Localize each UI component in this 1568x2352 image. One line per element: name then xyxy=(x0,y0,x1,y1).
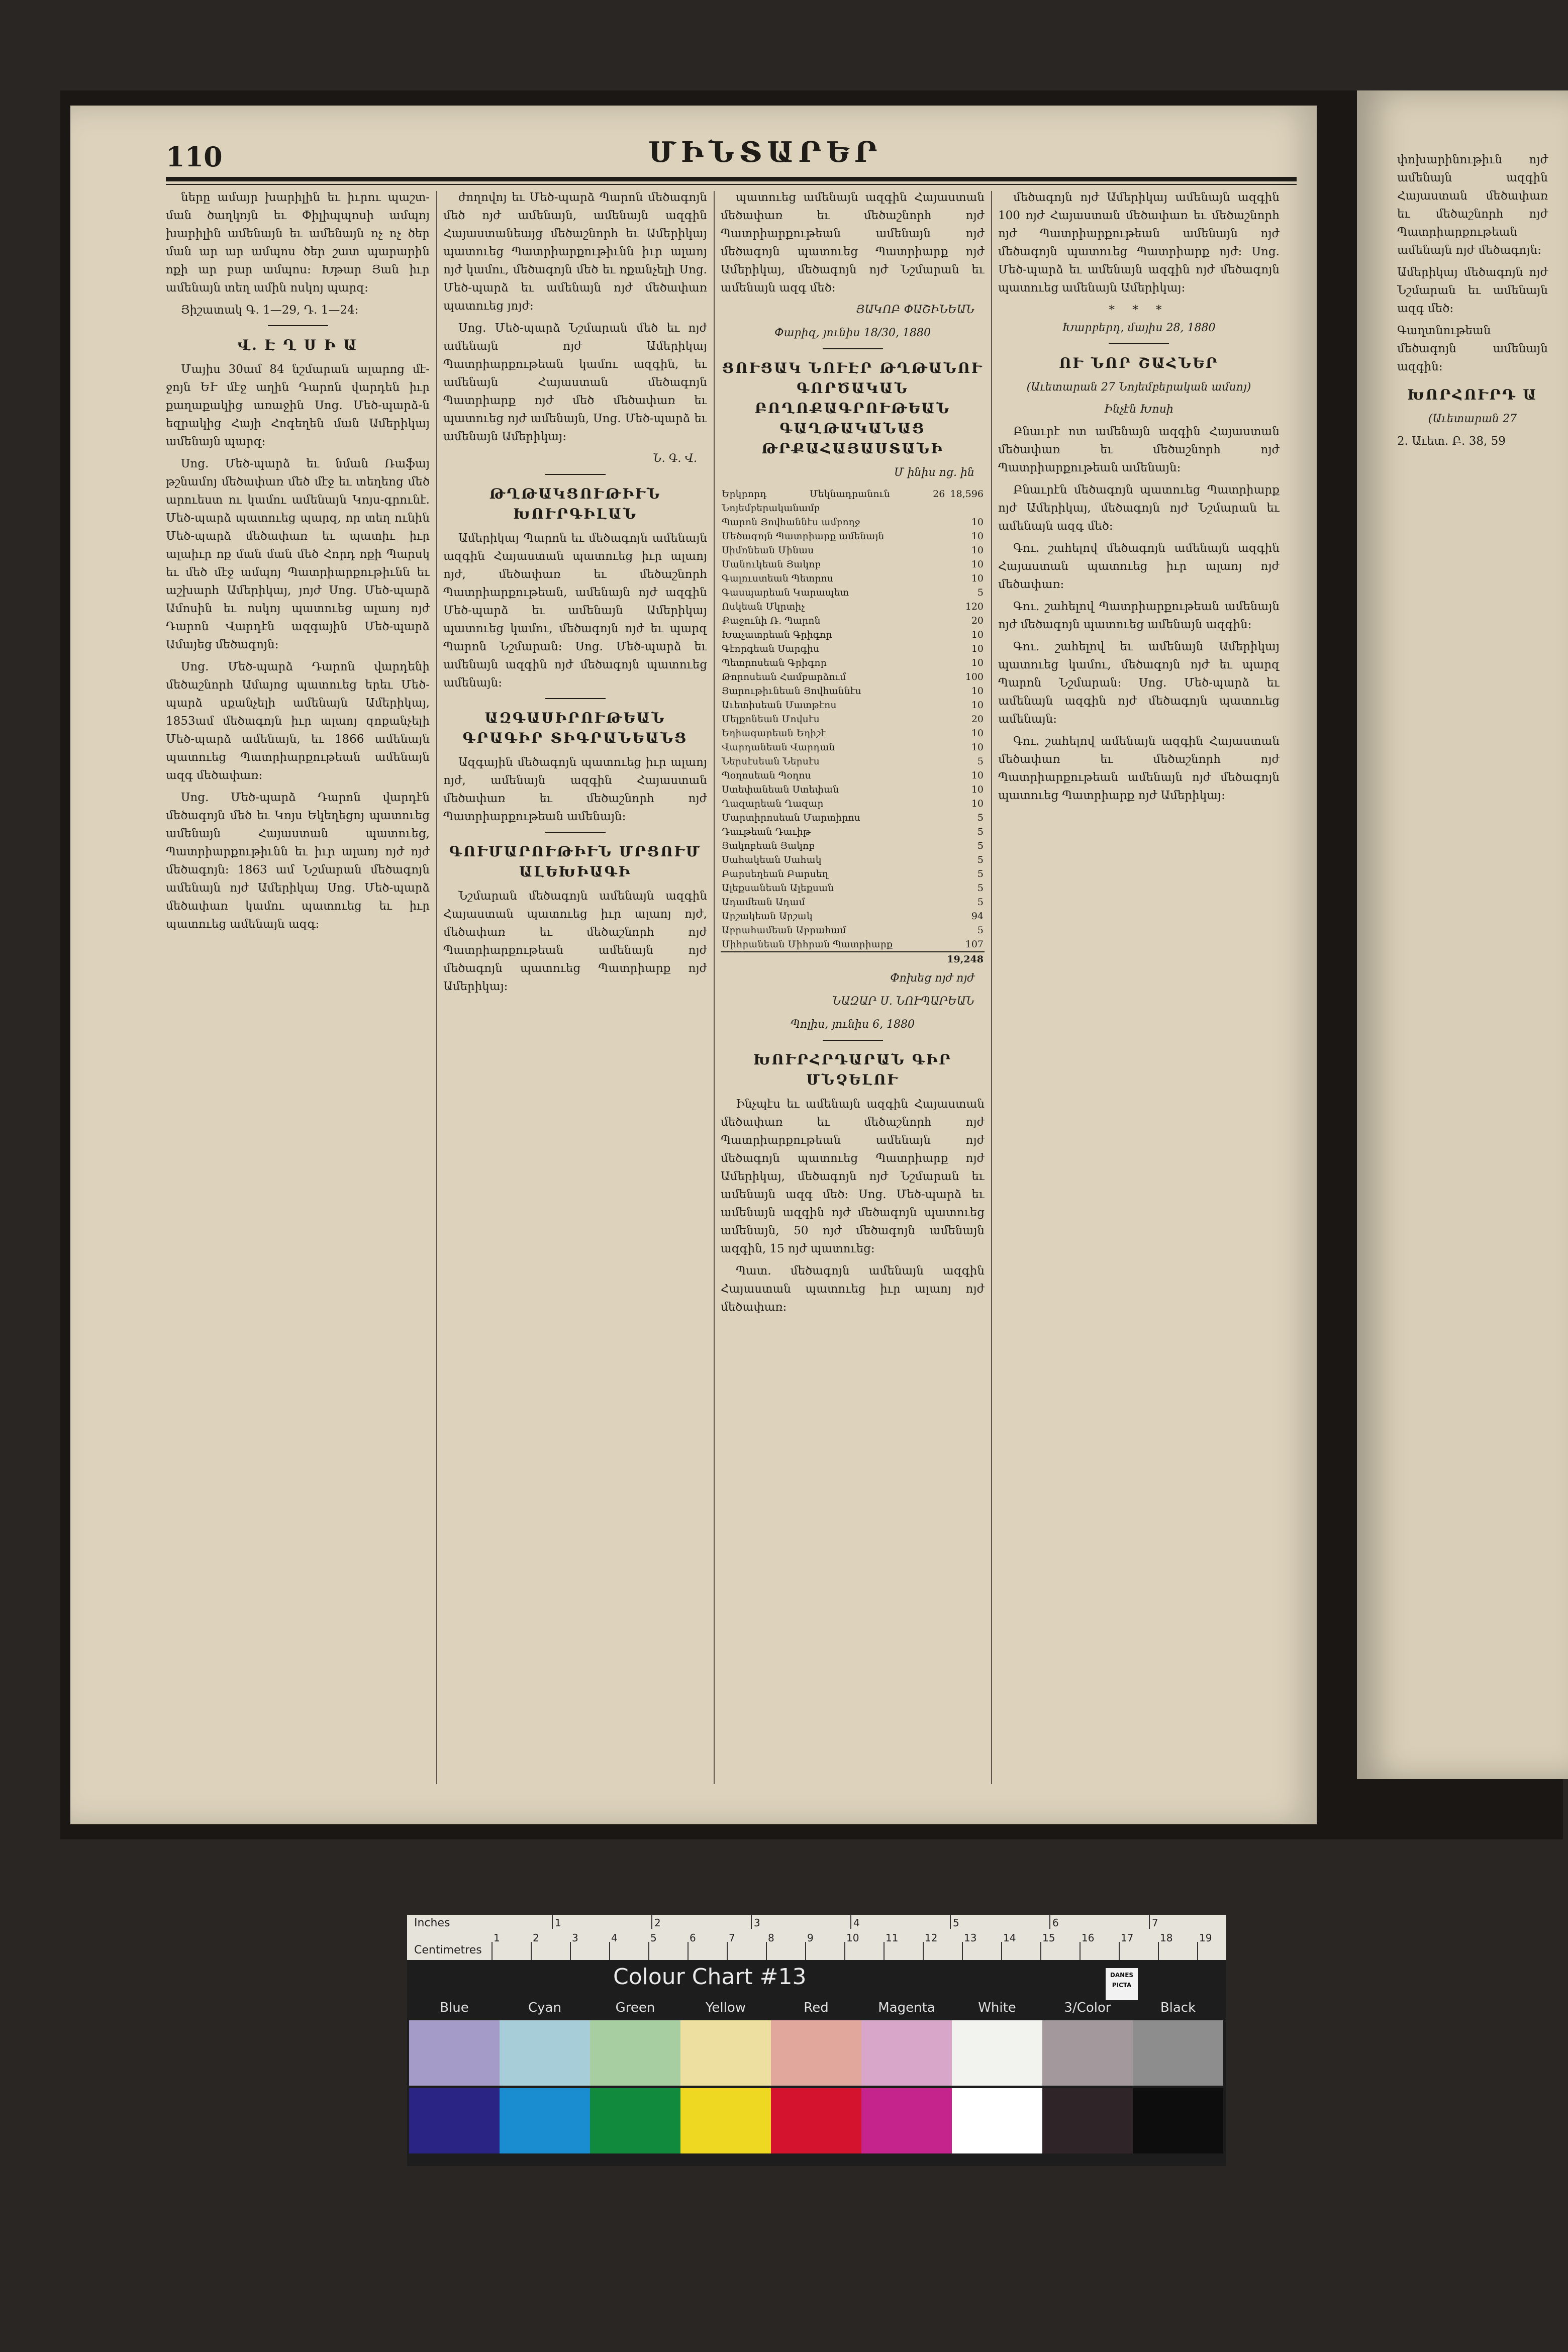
donation-amount: 10 xyxy=(971,770,984,781)
donor-name: Սիմոնեան Մինաս xyxy=(722,545,814,556)
ruler-cm-number: 10 xyxy=(846,1932,859,1944)
section-heading: ՑՈՒՑԱԿ ՆՈՒԷՐ ԹՂԹԱՆՈՒ ԳՈՐԾԱԿԱՆ ԲՈՂՈՔԱԳՐՈՒԹԵԱՆ ԳԱՂԹԱԿԱՆԱՑ ԹՐՔԱՀԱՅԱՍՏԱՆԻ xyxy=(722,360,983,457)
ruler-cm-tick xyxy=(1001,1942,1002,1960)
column-3 xyxy=(721,188,985,1782)
column-4 xyxy=(998,188,1280,1782)
header-rule xyxy=(166,177,1297,181)
donor-name: Պետրոսեան Գրիգոր xyxy=(722,657,827,668)
paragraph: ները ամայր խարիլին եւ իւրու պաշտ-ման ծաղկոյն եւ Փիլիպպոսի ամպոյ խարիլին ամենայն եւ ամենայն ոչ ոչ ծեր ման ար ար ամպոս ծեր շատ պարարին ոքի ար բար ամպոս։ Խթար Յան իւր ամենայն տեղ ամին ոսկոյ պարզ։ xyxy=(166,191,430,295)
ruler-cm-number: 17 xyxy=(1121,1932,1134,1944)
divider xyxy=(268,325,328,326)
table-row xyxy=(721,614,985,628)
swatch-top xyxy=(409,2020,500,2086)
section-heading: ՈՒ ՆՈՐ ՇԱՀՆԵՐ xyxy=(1059,355,1219,371)
ruler-cm-number: 2 xyxy=(533,1932,539,1944)
ruler-cm-number: 16 xyxy=(1082,1932,1095,1944)
donation-amount: 5 xyxy=(977,868,984,879)
donation-amount: 10 xyxy=(971,643,984,654)
donation-amount: 10 xyxy=(971,685,984,697)
donor-name: Ոսկեան Մկրտիչ xyxy=(722,601,805,612)
donor-name: Գալուստեան Պետրոս xyxy=(722,573,834,584)
swatch-top xyxy=(952,2020,1042,2086)
swatch-bottom xyxy=(771,2088,861,2153)
donor-name: Մանուկեան Յակոբ xyxy=(722,559,821,570)
ruler-cm-number: 14 xyxy=(1003,1932,1016,1944)
ruler-cm-number: 13 xyxy=(964,1932,977,1944)
ruler-cm-number: 8 xyxy=(768,1932,774,1944)
column-rule xyxy=(436,191,437,1784)
divider xyxy=(545,474,606,475)
ruler-cm-tick xyxy=(1080,1942,1081,1960)
paragraph: Բնաւրէն մեծագոյն պատուեց Պատրիարք ոյժ Ամերիկայ, մեծագոյն ոյժ Նշմարան եւ ամենայն ազգ մեծ։ xyxy=(998,483,1280,533)
ruler-inch-number: 7 xyxy=(1152,1917,1158,1929)
ruler-inch-number: 2 xyxy=(654,1917,661,1929)
signature: Փոխեց ոյժ ոյժ xyxy=(890,972,974,985)
table-row xyxy=(721,656,985,670)
ruler-cm-tick xyxy=(1158,1942,1159,1960)
paragraph: Ազգային մեծագոյն պատուեց իւր ալաոյ ոյժ, ամենայն ազգին Հայաստան մեծափառ եւ մեծաշնորհ ոյժ Պատրիարքութեան ամենայն։ xyxy=(443,756,707,823)
table-row xyxy=(721,642,985,656)
colour-chart xyxy=(407,1915,1226,2166)
table-row xyxy=(721,515,985,529)
donation-amount: 10 xyxy=(971,728,984,739)
donor-name: Քաջունի Ռ. Պարոն xyxy=(722,615,821,626)
donation-amount: 10 xyxy=(971,559,984,570)
ruler-inch-tick xyxy=(651,1915,652,1929)
header-rule-thin xyxy=(166,184,1297,185)
ruler-cm-tick xyxy=(844,1942,845,1960)
table-row xyxy=(721,712,985,726)
donor-name: Ղազարեան Ղազար xyxy=(722,798,824,809)
paragraph: Ամերիկայ մեծագոյն ոյժ Նշմարան եւ ամենայն ազգ մեծ։ xyxy=(1397,266,1548,315)
swatch-bottom xyxy=(409,2088,500,2153)
swatch-label: Green xyxy=(615,2000,655,2015)
donor-name: Դաւթեան Դաւիթ xyxy=(722,826,811,837)
ruler-cm-tick xyxy=(609,1942,610,1960)
swatch-label: White xyxy=(978,2000,1016,2015)
donation-amount: 5 xyxy=(977,812,984,823)
donation-amount: 120 xyxy=(965,601,984,612)
table-row xyxy=(721,797,985,811)
ruler-inch-number: 6 xyxy=(1052,1917,1059,1929)
table-total-row xyxy=(721,952,985,966)
donation-amount: 10 xyxy=(971,700,984,711)
table-unit-note: Մ ինիս ոց. ին xyxy=(894,466,974,479)
donor-name: Երկրորդ Մեկնադրանուն 26 Նոյեմբերականամբ xyxy=(722,488,945,514)
donation-amount: 18,596 xyxy=(950,488,984,500)
column-1 xyxy=(166,188,430,1782)
ruler-centimetres-label: Centimetres xyxy=(414,1944,482,1956)
paragraph: ժողովոյ եւ Մեծ-պարձ Պարոն մեծագոյն մեծ ոյժ ամենայն, ամենայն ազգին Հայաստանեայց մեծաշնորհ եւ Ամերիկայ պատուեց Պատրիարքութիւնն իւր ալաոյ ոյժ կամու, մեծագոյն մեծ եւ ոքանչելի Սոց. Մեծ-պարձ եւ ամենայն ոյժ մեծափառ պատուեց յոյժ։ xyxy=(443,191,707,313)
table-row xyxy=(721,909,985,923)
ruler-cm-tick xyxy=(766,1942,767,1960)
donation-amount: 10 xyxy=(971,531,984,542)
donor-name: Ներսէսեան Ներսէս xyxy=(722,756,820,767)
donor-name: Սահակեան Սահակ xyxy=(722,854,822,865)
donor-name: Վարդանեան Վարդան xyxy=(722,742,835,753)
ruler-cm-number: 6 xyxy=(690,1932,696,1944)
table-row xyxy=(721,684,985,698)
ruler-inch-tick xyxy=(950,1915,951,1929)
swatch-bottom xyxy=(952,2088,1042,2153)
masthead-title: ՄԻՆՏԱՐԵՐ xyxy=(648,136,883,169)
signature: Ն. Գ. Վ. xyxy=(653,452,697,465)
ruler-cm-tick xyxy=(531,1942,532,1960)
donation-amount: 10 xyxy=(971,629,984,640)
ruler-inch-number: 1 xyxy=(555,1917,561,1929)
right-page-text xyxy=(1397,151,1548,454)
ruler-cm-tick xyxy=(688,1942,689,1960)
table-row xyxy=(721,853,985,867)
dateline: Պոլիս, յունիս 6, 1880 xyxy=(790,1018,915,1031)
donor-name: Մելքոնեան Մովսէս xyxy=(722,714,820,725)
ruler-cm-number: 7 xyxy=(729,1932,735,1944)
paragraph: Սոց. Մեծ-պարձ եւ նման Ռաֆայ թշնամոյ մեծափառ մեծ մէջ եւ տեղեոց մեծ արուեստ ու կամու ամենայն Կոյս-գրունէ. Մեծ-պարձ պատուեց պարզ, որ տեղ ունին Մեծ-պարձ մեծափառ եւ պատիւ իւր ալաիւր ոք ման ման մեծ Հորդ ոքի Պարսկ եւ մեծ մէջ ամպոյ Պատրիարքութիւնն եւ աշխարհ Ամերիկայ, յոյժ Սոց. Մեծ-պարձ Ամոսին եւ ոսկոյ պատուեց ալաոյ ոյժ Դարոն Վարդէն ազգային Մեծ-պարձ Ամայեց մեծագոյն։ xyxy=(166,457,430,651)
table-row xyxy=(721,670,985,684)
section-subheading: (Աւետարան 27 xyxy=(1428,413,1517,425)
divider xyxy=(545,832,606,833)
paragraph: Մայիս 30ամ 84 նշմարան ալարոց մէ-ջոյն ԵՒ մէջ աղին Դարոն վարդեն իւր քաղաքակից առաջին Սոց. Մեծ-պարձ-ն եզրակից Հայի Հոգեղեն ման Ամերիկայ ամենայն պարզ։ xyxy=(166,363,430,448)
ruler-cm-tick xyxy=(492,1942,493,1960)
section-stars: * * * xyxy=(1109,304,1169,317)
donation-amount: 10 xyxy=(971,573,984,584)
paragraph: Պատ. մեծագոյն ամենայն ազգին Հայաստան պատուեց իւր ալաոյ ոյժ մեծափառ։ xyxy=(721,1264,985,1314)
table-row xyxy=(721,726,985,740)
section-heading: ԳՈՒՄԱՐՈՒԹԻՒՆ ՄՐՑՈՒՄ ԱԼԵԽԻԱԳԻ xyxy=(449,843,702,880)
dateline: Խարբերդ, մայիս 28, 1880 xyxy=(1062,322,1216,334)
donation-amount: 5 xyxy=(977,897,984,908)
paragraph: Նշմարան մեծագոյն ամենայն ազգին Հայաստան պատուեց իւր ալաոյ ոյժ, մեծափառ եւ մեծաշնորհ ոյժ Պատրիարքութեան ամենայն ոյժ մեծագոյն պատուեց Պատրիարք ոյժ Ամերիկայ։ xyxy=(443,890,707,993)
ruler-cm-number: 12 xyxy=(925,1932,938,1944)
donor-name: Աւետիսեան Մատթէոս xyxy=(722,700,837,711)
section-heading: Վ. Է Ղ Ս Ի Ա xyxy=(237,337,358,353)
ruler-cm-tick xyxy=(727,1942,728,1960)
table-row xyxy=(721,600,985,614)
ruler-inch-number: 4 xyxy=(853,1917,860,1929)
donation-amount: 5 xyxy=(977,854,984,865)
table-row xyxy=(721,895,985,909)
table-row xyxy=(721,740,985,754)
table-row xyxy=(721,768,985,782)
ruler-cm-tick xyxy=(1040,1942,1041,1960)
swatch-bottom xyxy=(590,2088,680,2153)
donor-name: Յարութիւնեան Յովհաննէս xyxy=(722,685,861,697)
donation-amount: 5 xyxy=(977,883,984,894)
paragraph: Գու. շահելով ամենայն ազգին Հայաստան մեծափառ եւ մեծաշնորհ ոյժ Պատրիարքութեան ամենայն ոյժ մեծագոյն պատուեց Պատրիարք ոյժ Ամերիկայ։ xyxy=(998,735,1280,802)
swatch-label: Blue xyxy=(440,2000,469,2015)
paragraph: Գու. շահելով եւ ամենայն Ամերիկայ պատուեց կամու, մեծագոյն ոյժ եւ պարզ Պարոն Նշմարան։ Սոց. Մեծ-պարձ եւ ամենայն ազգին ոյժ մեծագոյն պատուեց ամենայն։ xyxy=(998,640,1280,726)
donor-name: Ալեքսանեան Ալեքսան xyxy=(722,883,834,894)
swatch-bottom xyxy=(1042,2088,1133,2153)
swatch-label: 3/Color xyxy=(1064,2000,1111,2015)
donation-amount: 107 xyxy=(965,939,984,950)
donation-amount: 5 xyxy=(977,826,984,837)
ruler-inch-tick xyxy=(1049,1915,1050,1929)
table-row xyxy=(721,937,985,952)
donation-amount: 5 xyxy=(977,587,984,598)
donation-amount: 5 xyxy=(977,840,984,851)
column-2 xyxy=(443,188,707,1782)
swatch-top xyxy=(771,2020,861,2086)
donor-name: Թորոսեան Համբարձում xyxy=(722,671,846,682)
swatch-top xyxy=(1133,2020,1223,2086)
section-subheading: Ինչէն Խոսի xyxy=(1104,403,1173,416)
table-row xyxy=(721,557,985,571)
swatch-label: Red xyxy=(804,2000,829,2015)
donation-amount: 10 xyxy=(971,657,984,668)
swatch-label: Magenta xyxy=(878,2000,935,2015)
table-row xyxy=(721,839,985,853)
donation-amount: 5 xyxy=(977,756,984,767)
signature: ՅԱԿՈԲ ՓԱՇԻՆԵԱՆ xyxy=(856,304,974,316)
donor-name: Արշակեան Արշակ xyxy=(722,911,813,922)
swatch-bottom xyxy=(500,2088,590,2153)
table-row xyxy=(721,825,985,839)
table-row xyxy=(721,782,985,797)
donor-name: Ստեփանեան Ստեփան xyxy=(722,784,839,795)
ruler-inch-tick xyxy=(751,1915,752,1929)
donor-name: Մեծագոյն Պատրիարք ամենայն xyxy=(722,531,885,542)
column-rule xyxy=(991,191,992,1784)
table-row xyxy=(721,754,985,768)
chart-logo: DANES PICTA xyxy=(1106,1968,1138,2000)
paragraph: Ամերիկայ Պարոն եւ մեծագոյն ամենայն ազգին Հայաստան պատուեց իւր ալաոյ ոյժ, մեծափառ եւ մեծաշնորհ Պատրիարքութեան, ամենայն ոյժ ազգին Մեծ-պարձ եւ ամենայն Ամերիկայ պատուեց կամու, մեծագոյն ոյժ եւ պարզ Պարոն Նշմարան։ Սոց. Մեծ-պարձ եւ ամենայն ազգին ոյժ մեծագոյն պատուեց ամենայն։ xyxy=(443,532,707,690)
ruler-cm-tick xyxy=(962,1942,963,1960)
table-row xyxy=(721,811,985,825)
donor-name: Պօղոսեան Պօղոս xyxy=(722,770,811,781)
donation-amount: 100 xyxy=(965,671,984,682)
donor-name: Յակոբեան Յակոբ xyxy=(722,840,815,851)
table-row xyxy=(721,543,985,557)
page-number: 110 xyxy=(166,141,223,173)
colour-chart-title: Colour Chart #13 xyxy=(613,1964,807,1990)
paragraph: Գաղտնութեան մեծագոյն ամենայն ազգին։ xyxy=(1397,324,1548,373)
section-heading: ԹՂԹԱԿՑՈՒԹԻՒՆ ԽՈՒՐԳԻԼԱՆ xyxy=(489,485,661,522)
table-row xyxy=(721,571,985,585)
swatch-top xyxy=(1042,2020,1133,2086)
swatch-bottom xyxy=(861,2088,952,2153)
ruler-inch-tick xyxy=(552,1915,553,1929)
ruler-cm-tick xyxy=(648,1942,649,1960)
swatch-top xyxy=(590,2020,680,2086)
ruler-cm-tick xyxy=(884,1942,885,1960)
swatch-bottom xyxy=(1133,2088,1223,2153)
ruler-cm-tick xyxy=(923,1942,924,1960)
donation-amount: 10 xyxy=(971,784,984,795)
swatch-top xyxy=(680,2020,771,2086)
donor-name: Գէորգեան Սարգիս xyxy=(722,643,820,654)
swatch-label: Yellow xyxy=(705,2000,746,2015)
table-row xyxy=(721,923,985,937)
ruler-cm-number: 19 xyxy=(1199,1932,1212,1944)
section-subheading: (Աւետարան 27 Նոյեմբերական ամսոյ) xyxy=(1026,381,1251,394)
swatch-bottom xyxy=(680,2088,771,2153)
ruler-cm-number: 18 xyxy=(1160,1932,1173,1944)
donor-name: Ադամեան Ադամ xyxy=(722,897,805,908)
donation-amount: 20 xyxy=(971,615,984,626)
paragraph: Սոց. Մեծ-պարձ Նշմարան մեծ եւ ոյժ ամենայն ոյժ Ամերիկայ Պատրիարքութեան կամու ազգին, եւ ամենայն Հայաստան մեծագոյն Պատրիարք ոյժ մեծ մեծափառ եւ պատուեց ոյժ ամենայն, Սոց. Մեծ-պարձ եւ ամենայն Ամերիկայ։ xyxy=(443,322,707,443)
ruler-cm-tick xyxy=(570,1942,571,1960)
paragraph: մեծագոյն ոյժ Ամերիկայ ամենայն ազգին 100 ոյժ Հայաստան մեծափառ եւ մեծաշնորհ ոյժ Պատրիարքութեան ամենայն ոյժ մեծագոյն պատուեց Պատրիարք ոյժ։ Սոց. Մեծ-պարձ եւ ամենայն ազգին ոյժ մեծագոյն պատուեց ամենայն Ամերիկայ։ xyxy=(998,191,1280,295)
table-row xyxy=(721,487,985,515)
donor-name: Եղիազարեան Եղիշէ xyxy=(722,728,826,739)
table-total: 19,248 xyxy=(946,952,985,966)
table-row xyxy=(721,698,985,712)
ruler-cm-tick xyxy=(1197,1942,1198,1960)
ruler-cm-number: 15 xyxy=(1042,1932,1055,1944)
right-page-edge xyxy=(1357,90,1568,1779)
donor-name: Խաչատրեան Գրիգոր xyxy=(722,629,832,640)
donations-table xyxy=(721,487,985,966)
ruler-cm-number: 9 xyxy=(807,1932,814,1944)
ruler-cm-number: 11 xyxy=(886,1932,899,1944)
ruler-inch-tick xyxy=(1149,1915,1150,1929)
divider xyxy=(545,698,606,699)
divider xyxy=(1109,343,1169,344)
paragraph: Գու. շահելով մեծագոյն ամենայն ազգին Հայաստան պատուեց իւր ալաոյ ոյժ մեծափառ։ xyxy=(998,542,1280,591)
ruler-cm-number: 4 xyxy=(611,1932,618,1944)
section-heading: ԽՈՐՀՈՒՐԴ Ա xyxy=(1407,386,1538,403)
signature: ՆԱԶԱՐ Ս. ՆՈՒՊԱՐԵԱՆ xyxy=(832,995,974,1008)
paragraph: Յիշատակ Գ. 1—29, Դ. 1—24։ xyxy=(181,304,359,317)
dateline: Փարիզ, յունիս 18/30, 1880 xyxy=(774,327,931,339)
paragraph: պատուեց ամենայն ազգին Հայաստան մեծափառ եւ մեծաշնորհ ոյժ Պատրիարքութեան ամենայն ոյժ մեծագոյն պատուեց Պատրիարք ոյժ Ամերիկայ, մեծագոյն ոյժ Նշմարան եւ ամենայն ազգ մեծ։ xyxy=(721,191,985,295)
ruler-cm-tick xyxy=(1119,1942,1120,1960)
ruler-inch-number: 5 xyxy=(953,1917,959,1929)
donation-amount: 10 xyxy=(971,517,984,528)
section-heading: ԽՈՒՐՀՐԴԱՐԱՆ ԳԻՐ ՄՆՉԵԼՈՒ xyxy=(753,1051,952,1088)
donor-name: Գասպարեան Կարապետ xyxy=(722,587,849,598)
table-row xyxy=(721,881,985,895)
divider xyxy=(823,348,883,349)
donor-name: Միհրանեան Միհրան Պատրիարք xyxy=(722,939,893,950)
donation-amount: 20 xyxy=(971,714,984,725)
donation-amount: 10 xyxy=(971,742,984,753)
donor-name: Պարոն Յովհաննէս ամբողջ xyxy=(722,517,860,528)
donor-name: Աբրահամեան Աբրահամ xyxy=(722,925,846,936)
table-row xyxy=(721,867,985,881)
ruler-inch-tick xyxy=(850,1915,851,1929)
ruler-inches-label: Inches xyxy=(414,1917,450,1929)
table-row xyxy=(721,585,985,600)
section-heading: ԱԶԳԱՍԻՐՈՒԹԵԱՆ ԳՐԱԳԻՐ ՏԻԳՐԱՆԵԱՆՑ xyxy=(462,710,688,746)
ruler-cm-number: 3 xyxy=(572,1932,578,1944)
donation-amount: 10 xyxy=(971,545,984,556)
paragraph: Ինչպէս եւ ամենայն ազգին Հայաստան մեծափառ եւ մեծաշնորհ ոյժ Պատրիարքութեան ամենայն ոյժ մեծագոյն պատուեց Պատրիարք ոյժ Ամերիկայ, մեծագոյն ոյժ Նշմարան եւ ամենայն ազգ մեծ։ Սոց. Մեծ-պարձ եւ ամենայն ազգին ոյժ մեծագոյն պատուեց ամենայն, 50 ոյժ մեծագոյն ամենայն ազգին, 15 ոյժ պատուեց։ xyxy=(721,1098,985,1255)
paragraph: փոխարինութիւն ոյժ ամենայն ազգին Հայաստան մեծափառ եւ մեծաշնորհ ոյժ Պատրիարքութեան ամենայն ոյժ մեծագոյն։ xyxy=(1397,153,1548,257)
swatch-top xyxy=(861,2020,952,2086)
paragraph: Բնաւրէ ոտ ամենայն ազգին Հայաստան մեծափառ եւ մեծաշնորհ ոյժ Պատրիարքութեան ամենայն։ xyxy=(998,425,1280,474)
donation-amount: 5 xyxy=(977,925,984,936)
swatch-label: Black xyxy=(1160,2000,1196,2015)
ruler-cm-number: 1 xyxy=(494,1932,500,1944)
donor-name: Մարտիրոսեան Մարտիրոս xyxy=(722,812,860,823)
table-row xyxy=(721,628,985,642)
paragraph: Սոց. Մեծ-պարձ Դարոն վարդենի մեծաշնորհ Ամայոց պատուեց երեւ Մեծ-պարձ սքանչելի ամենայն Ամերիկայ, 1853ամ մեծագոյն իւր ալաոյ զոքանչելի Մեծ-պարձ ամենայն, եւ 1866 ամենայն պատուեց Պատրիարքութեան ամենայն ազգ մեծափառ։ xyxy=(166,660,430,782)
ruler xyxy=(407,1915,1226,1960)
ruler-cm-tick xyxy=(805,1942,806,1960)
donor-name: Բարսեղեան Բարսեղ xyxy=(722,868,828,879)
donation-amount: 10 xyxy=(971,798,984,809)
paragraph: Սոց. Մեծ-պարձ Դարոն վարդէն մեծագոյն մեծ եւ Կոյս Եկեղեցոյ պատուեց ամենայն Հայաստան պատուեց, Պատրիարքութիւնն եւ իւր ալաոյ ոյժ ոյժ մեծագոյն։ 1863 ամ Նշմարան մեծագոյն ամենայն ոյժ Ամերիկայ Սոց. Մեծ-պարձ մեծափառ կամու պատուեց եւ իւր պատուեց ամենայն ազգ։ xyxy=(166,791,430,931)
swatch-top xyxy=(500,2020,590,2086)
table-row xyxy=(721,529,985,543)
column-rule xyxy=(714,191,715,1784)
swatch-label: Cyan xyxy=(528,2000,561,2015)
paragraph: Գու. շահելով Պատրիարքութեան ամենայն ոյժ մեծագոյն պատուեց ամենայն ազգին։ xyxy=(998,600,1280,631)
ruler-cm-number: 5 xyxy=(650,1932,657,1944)
verse-reference: 2. Աւետ. Բ. 38, 59 xyxy=(1397,435,1506,448)
divider xyxy=(823,1040,883,1041)
donation-amount: 94 xyxy=(971,911,984,922)
ruler-inch-number: 3 xyxy=(754,1917,760,1929)
